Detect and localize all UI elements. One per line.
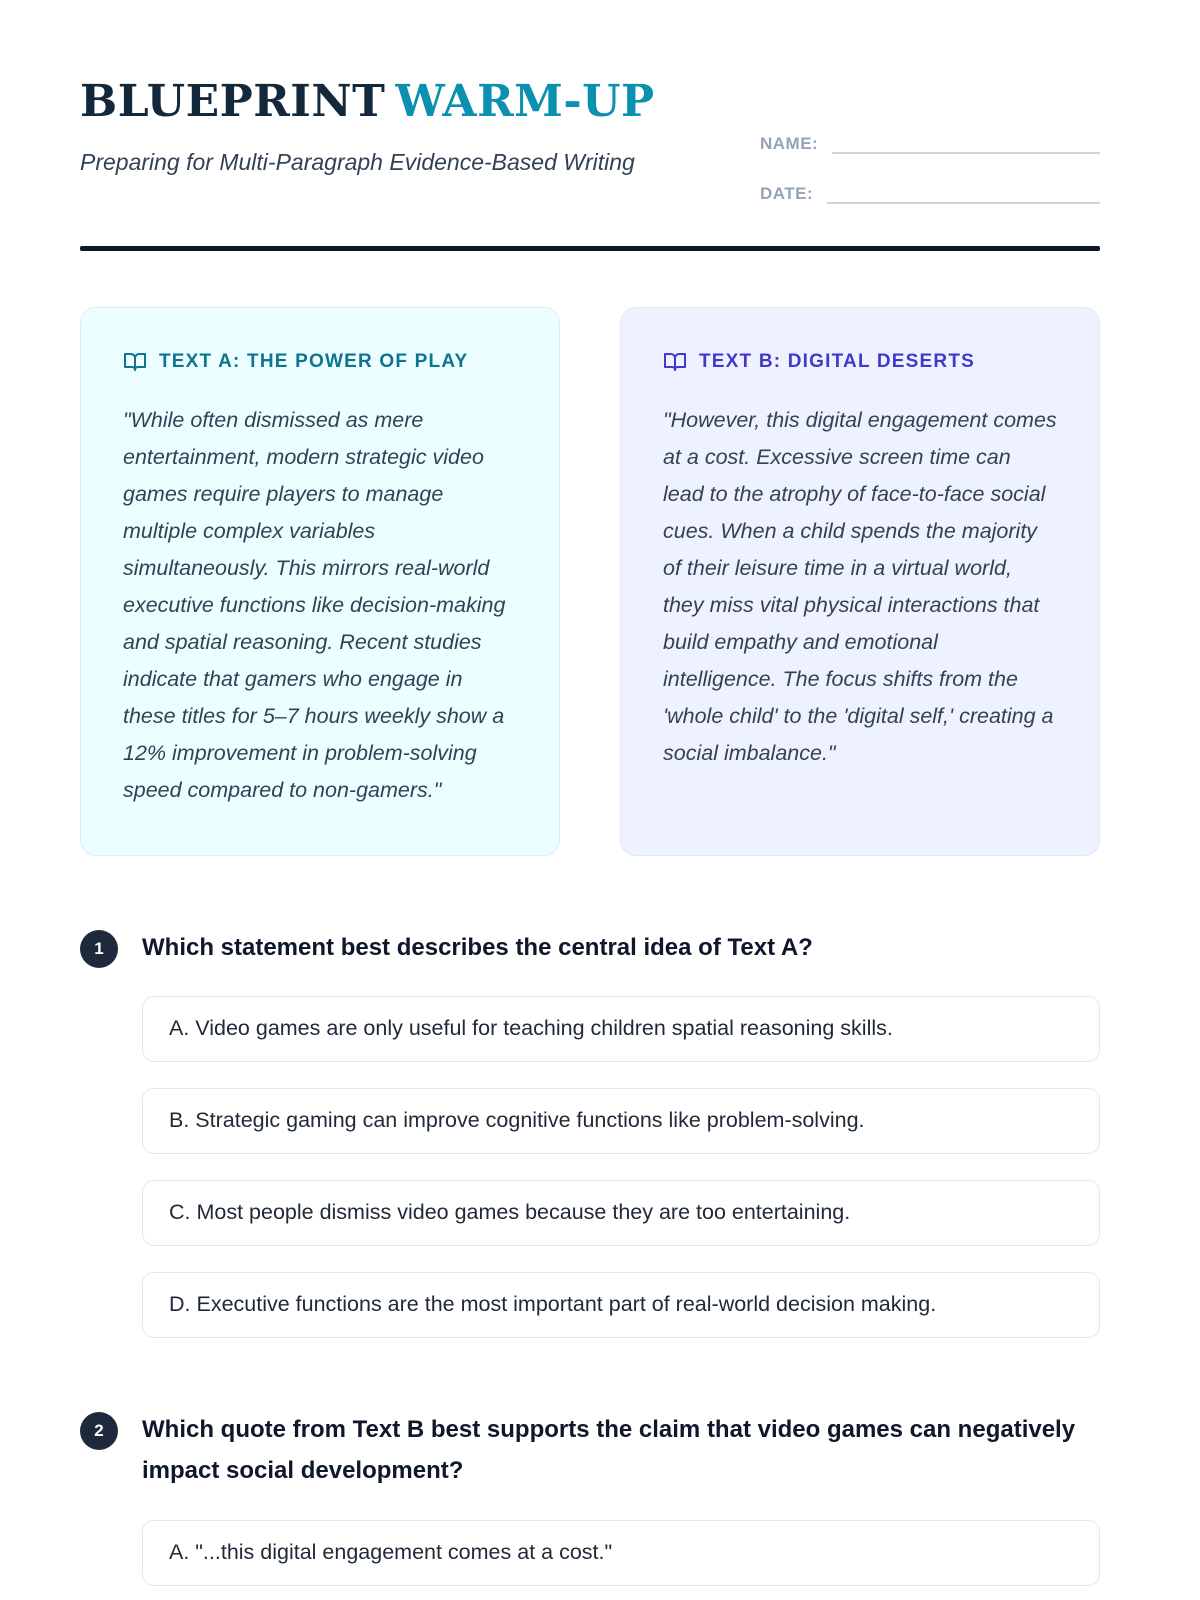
question-2-number-badge: 2 [80, 1412, 118, 1450]
question-1-head [80, 928, 1100, 969]
text-a-card [80, 307, 560, 856]
date-field-row [760, 180, 1100, 204]
question-2 [80, 1410, 1100, 1586]
answer-option-a[interactable]: A. Video games are only useful for teaching children spatial reasoning skills. [142, 996, 1100, 1062]
answer-option-d[interactable]: D. Executive functions are the most important part of real-world decision making. [142, 1272, 1100, 1338]
open-book-icon [123, 350, 147, 374]
name-label: NAME: [760, 134, 819, 153]
answer-option-b[interactable]: B. Strategic gaming can improve cognitive functions like problem-solving. [142, 1088, 1100, 1154]
answer-option-c[interactable]: C. Most people dismiss video games because they are too entertaining. [142, 1180, 1100, 1246]
text-b-header [663, 350, 1057, 374]
name-field-row [760, 130, 1100, 154]
question-2-prompt: Which quote from Text B best supports the claim that video games can negatively impact social development? [142, 1416, 1076, 1484]
name-input-line[interactable] [832, 130, 1100, 154]
open-book-icon [663, 350, 687, 374]
page-title [80, 78, 655, 126]
question-2-head [80, 1410, 1100, 1492]
date-input-line[interactable] [827, 180, 1100, 204]
text-b-body: "However, this digital engagement comes at a cost. Excessive screen time can lead to the atrophy of face-to-face social cues. When a child spends the majority of their leisure time in a virtual world, they miss vital physical interactions that build empathy and emotional intelligence. The focus shifts from the 'whole child' to the 'digital self,' creating a social imbalance." [663, 408, 1057, 765]
text-a-header [123, 350, 517, 374]
answer-option-a[interactable]: A. "...this digital engagement comes at a cost." [142, 1520, 1100, 1586]
question-1-prompt: Which statement best describes the central idea of Text A? [142, 933, 813, 961]
question-1-options [142, 996, 1100, 1338]
text-a-title: TEXT A: THE POWER OF PLAY [159, 351, 469, 372]
page-title-primary: BLUEPRINT [80, 76, 386, 127]
text-b-card [620, 307, 1100, 856]
page-title-accent: WARM-UP [395, 76, 655, 127]
text-a-body: "While often dismissed as mere entertainment, modern strategic video games require players to manage multiple complex variables simultaneously. This mirrors real-world executive functions like decision-making and spatial reasoning. Recent studies indicate that gamers who engage in these titles for 5–7 hours weekly show a 12% improvement in problem-solving speed compared to non-gamers." [123, 408, 506, 802]
text-b-title: TEXT B: DIGITAL DESERTS [699, 351, 976, 372]
question-1-number-badge: 1 [80, 930, 118, 968]
header [80, 78, 1100, 230]
name-date-block [760, 130, 1100, 230]
page-subtitle: Preparing for Multi-Paragraph Evidence-Based Writing [80, 149, 635, 176]
header-title-block [80, 78, 655, 183]
date-label: DATE: [760, 184, 814, 203]
question-2-options [142, 1520, 1100, 1586]
question-1 [80, 928, 1100, 1339]
header-divider [80, 246, 1100, 251]
source-texts [80, 307, 1100, 856]
